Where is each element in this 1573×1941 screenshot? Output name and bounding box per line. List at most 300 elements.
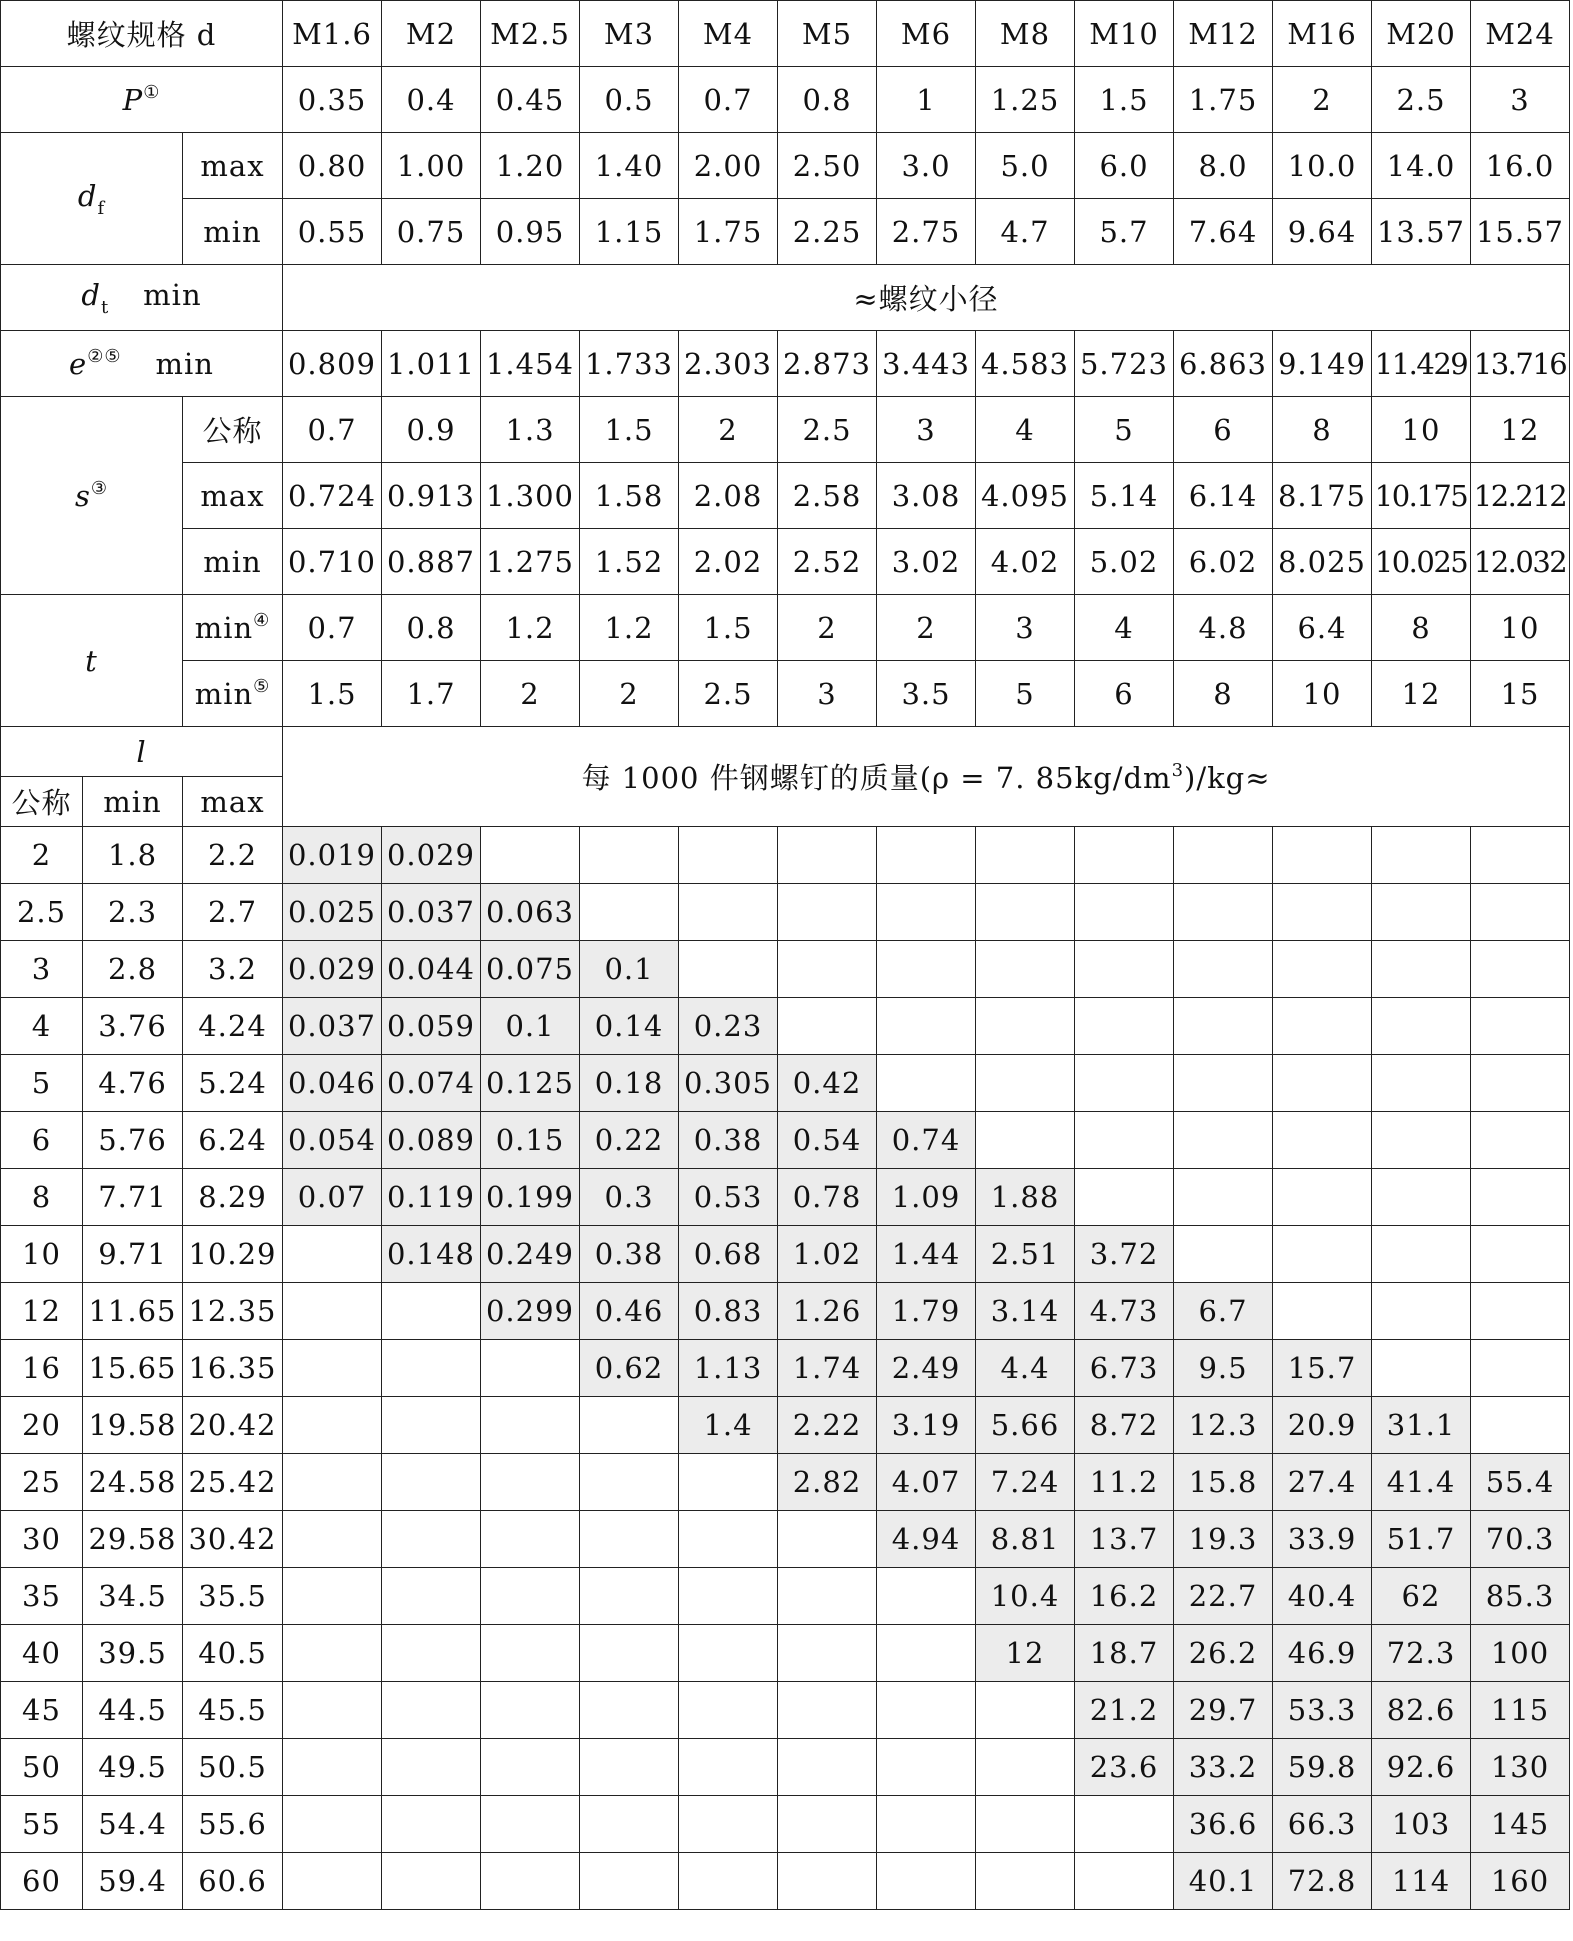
mass-empty-cell — [1273, 1112, 1372, 1169]
l-min-value: 54.4 — [83, 1796, 183, 1853]
s-nominal-row — [1, 397, 1570, 463]
size-header: M10 — [1075, 1, 1174, 67]
s-min-value: 10.025 — [1372, 529, 1471, 595]
t-min-a-value: 3 — [976, 595, 1075, 661]
l-max-value: 16.35 — [183, 1340, 283, 1397]
s-min-value: 3.02 — [877, 529, 976, 595]
mass-value: 16.2 — [1075, 1568, 1174, 1625]
t-min-a-value: 6.4 — [1273, 595, 1372, 661]
mass-empty-cell — [382, 1397, 481, 1454]
s-max-value: 2.58 — [778, 463, 877, 529]
mass-value: 15.8 — [1174, 1454, 1273, 1511]
mass-row — [1, 1055, 1570, 1112]
size-header: M4 — [679, 1, 778, 67]
mass-value: 1.88 — [976, 1169, 1075, 1226]
t-min-b-value: 2.5 — [679, 661, 778, 727]
mass-row — [1, 1169, 1570, 1226]
l-nominal-value: 35 — [1, 1568, 83, 1625]
s-min-value: 4.02 — [976, 529, 1075, 595]
mass-empty-cell — [679, 884, 778, 941]
mass-value: 0.07 — [283, 1169, 382, 1226]
mass-value: 8.81 — [976, 1511, 1075, 1568]
mass-empty-cell — [283, 1796, 382, 1853]
df-min-value: 1.15 — [580, 199, 679, 265]
mass-value: 0.019 — [283, 827, 382, 884]
mass-empty-cell — [1075, 1055, 1174, 1112]
df-max-value: 8.0 — [1174, 133, 1273, 199]
mass-value: 26.2 — [1174, 1625, 1273, 1682]
df-max-label: max — [183, 133, 283, 199]
e-min-value: 6.863 — [1174, 331, 1273, 397]
mass-value: 59.8 — [1273, 1739, 1372, 1796]
l-min-value: 3.76 — [83, 998, 183, 1055]
mass-value: 1.4 — [679, 1397, 778, 1454]
mass-empty-cell — [1273, 1226, 1372, 1283]
mass-value: 62 — [1372, 1568, 1471, 1625]
l-max-value: 45.5 — [183, 1682, 283, 1739]
mass-row — [1, 1397, 1570, 1454]
l-nominal-value: 12 — [1, 1283, 83, 1340]
t-min-a-value: 1.2 — [580, 595, 679, 661]
mass-empty-cell — [976, 827, 1075, 884]
df-min-value: 0.75 — [382, 199, 481, 265]
mass-empty-cell — [877, 827, 976, 884]
mass-empty-cell — [283, 1283, 382, 1340]
mass-value: 0.305 — [679, 1055, 778, 1112]
mass-empty-cell — [1075, 827, 1174, 884]
e-min-value: 3.443 — [877, 331, 976, 397]
s-min-value: 2.52 — [778, 529, 877, 595]
l-max-value: 2.7 — [183, 884, 283, 941]
t-min-b-value: 3.5 — [877, 661, 976, 727]
t-min-a-value: 2 — [877, 595, 976, 661]
mass-empty-cell — [877, 1739, 976, 1796]
mass-row — [1, 1625, 1570, 1682]
mass-empty-cell — [679, 1739, 778, 1796]
s-min-value: 12.032 — [1471, 529, 1570, 595]
mass-value: 29.7 — [1174, 1682, 1273, 1739]
mass-value: 72.3 — [1372, 1625, 1471, 1682]
dt-label: $d_t$ min — [1, 265, 283, 331]
df-min-value: 1.75 — [679, 199, 778, 265]
l-max-value: 50.5 — [183, 1739, 283, 1796]
mass-value: 4.4 — [976, 1340, 1075, 1397]
mass-value: 0.38 — [679, 1112, 778, 1169]
mass-value: 0.249 — [481, 1226, 580, 1283]
mass-value: 1.13 — [679, 1340, 778, 1397]
t-min-b-value: 2 — [481, 661, 580, 727]
mass-value: 2.49 — [877, 1340, 976, 1397]
df-max-value: 1.40 — [580, 133, 679, 199]
mass-value: 1.44 — [877, 1226, 976, 1283]
l-header-row — [1, 727, 1570, 777]
mass-empty-cell — [1174, 1055, 1273, 1112]
e-min-value: 2.873 — [778, 331, 877, 397]
mass-empty-cell — [976, 1682, 1075, 1739]
mass-empty-cell — [283, 1511, 382, 1568]
mass-empty-cell — [877, 1682, 976, 1739]
df-max-value: 3.0 — [877, 133, 976, 199]
pitch-value: 3 — [1471, 67, 1570, 133]
mass-empty-cell — [778, 1682, 877, 1739]
df-min-value: 2.75 — [877, 199, 976, 265]
l-min-value: 15.65 — [83, 1340, 183, 1397]
t-min-b-value: 10 — [1273, 661, 1372, 727]
s-max-value: 6.14 — [1174, 463, 1273, 529]
mass-empty-cell — [1471, 827, 1570, 884]
mass-empty-cell — [1471, 1340, 1570, 1397]
t-min-a-value: 4 — [1075, 595, 1174, 661]
mass-value: 92.6 — [1372, 1739, 1471, 1796]
size-header: M2 — [382, 1, 481, 67]
mass-empty-cell — [778, 1853, 877, 1910]
mass-value: 8.72 — [1075, 1397, 1174, 1454]
l-nominal-value: 2.5 — [1, 884, 83, 941]
mass-empty-cell — [1372, 1055, 1471, 1112]
mass-value: 103 — [1372, 1796, 1471, 1853]
pitch-label: P① — [1, 67, 283, 133]
e-min-value: 11.429 — [1372, 331, 1471, 397]
mass-empty-cell — [877, 884, 976, 941]
mass-empty-cell — [283, 1739, 382, 1796]
mass-empty-cell — [679, 827, 778, 884]
mass-value: 0.075 — [481, 941, 580, 998]
s-min-value: 1.52 — [580, 529, 679, 595]
s-nominal-value: 8 — [1273, 397, 1372, 463]
mass-empty-cell — [1471, 884, 1570, 941]
mass-empty-cell — [679, 1511, 778, 1568]
mass-empty-cell — [382, 1340, 481, 1397]
mass-empty-cell — [283, 1853, 382, 1910]
l-min-value: 5.76 — [83, 1112, 183, 1169]
e-min-value: 2.303 — [679, 331, 778, 397]
s-nominal-value: 5 — [1075, 397, 1174, 463]
mass-value: 0.18 — [580, 1055, 679, 1112]
mass-empty-cell — [778, 1511, 877, 1568]
s-nominal-value: 10 — [1372, 397, 1471, 463]
mass-value: 0.54 — [778, 1112, 877, 1169]
mass-value: 0.029 — [382, 827, 481, 884]
mass-empty-cell — [877, 998, 976, 1055]
l-min-value: 9.71 — [83, 1226, 183, 1283]
mass-value: 100 — [1471, 1625, 1570, 1682]
l-min-value: 44.5 — [83, 1682, 183, 1739]
l-min-value: 7.71 — [83, 1169, 183, 1226]
mass-empty-cell — [1372, 998, 1471, 1055]
s-min-value: 8.025 — [1273, 529, 1372, 595]
mass-empty-cell — [679, 1625, 778, 1682]
mass-empty-cell — [1075, 1169, 1174, 1226]
mass-empty-cell — [580, 1568, 679, 1625]
df-max-value: 10.0 — [1273, 133, 1372, 199]
t-min-a-value: 1.2 — [481, 595, 580, 661]
mass-empty-cell — [976, 1112, 1075, 1169]
mass-empty-cell — [1174, 1169, 1273, 1226]
t-min-a-value: 1.5 — [679, 595, 778, 661]
mass-value: 20.9 — [1273, 1397, 1372, 1454]
mass-empty-cell — [1075, 1796, 1174, 1853]
s-min-value: 0.710 — [283, 529, 382, 595]
l-nominal-value: 10 — [1, 1226, 83, 1283]
mass-empty-cell — [1174, 941, 1273, 998]
l-nominal-value: 6 — [1, 1112, 83, 1169]
pitch-value: 0.35 — [283, 67, 382, 133]
mass-empty-cell — [778, 1796, 877, 1853]
df-min-value: 0.55 — [283, 199, 382, 265]
mass-empty-cell — [1273, 1169, 1372, 1226]
mass-empty-cell — [1471, 1397, 1570, 1454]
mass-empty-cell — [679, 941, 778, 998]
l-nominal-value: 50 — [1, 1739, 83, 1796]
s-max-value: 4.095 — [976, 463, 1075, 529]
l-nominal-value: 20 — [1, 1397, 83, 1454]
s-nominal-value: 12 — [1471, 397, 1570, 463]
mass-value: 0.46 — [580, 1283, 679, 1340]
l-min-value: 2.8 — [83, 941, 183, 998]
mass-value: 0.14 — [580, 998, 679, 1055]
s-max-value: 0.724 — [283, 463, 382, 529]
l-max-value: 4.24 — [183, 998, 283, 1055]
mass-value: 12.3 — [1174, 1397, 1273, 1454]
mass-value: 10.4 — [976, 1568, 1075, 1625]
mass-value: 18.7 — [1075, 1625, 1174, 1682]
mass-value: 0.23 — [679, 998, 778, 1055]
mass-value: 4.07 — [877, 1454, 976, 1511]
mass-empty-cell — [382, 1283, 481, 1340]
l-min-value: 39.5 — [83, 1625, 183, 1682]
mass-value: 21.2 — [1075, 1682, 1174, 1739]
mass-value: 1.79 — [877, 1283, 976, 1340]
l-max-value: 55.6 — [183, 1796, 283, 1853]
df-max-value: 14.0 — [1372, 133, 1471, 199]
mass-value: 130 — [1471, 1739, 1570, 1796]
mass-empty-cell — [1273, 1055, 1372, 1112]
l-max-value: 30.42 — [183, 1511, 283, 1568]
mass-value: 33.9 — [1273, 1511, 1372, 1568]
mass-row — [1, 884, 1570, 941]
mass-row — [1, 1226, 1570, 1283]
df-min-value: 13.57 — [1372, 199, 1471, 265]
l-label: l — [1, 727, 283, 777]
mass-value: 33.2 — [1174, 1739, 1273, 1796]
s-max-value: 10.175 — [1372, 463, 1471, 529]
df-min-value: 0.95 — [481, 199, 580, 265]
mass-empty-cell — [778, 884, 877, 941]
mass-empty-cell — [976, 1796, 1075, 1853]
mass-empty-cell — [679, 1682, 778, 1739]
mass-value: 6.73 — [1075, 1340, 1174, 1397]
mass-empty-cell — [481, 1454, 580, 1511]
mass-value: 0.074 — [382, 1055, 481, 1112]
mass-empty-cell — [1372, 827, 1471, 884]
e-label: e②⑤ min — [1, 331, 283, 397]
mass-value: 55.4 — [1471, 1454, 1570, 1511]
mass-value: 4.73 — [1075, 1283, 1174, 1340]
mass-empty-cell — [481, 1796, 580, 1853]
mass-empty-cell — [283, 1454, 382, 1511]
mass-empty-cell — [1372, 1283, 1471, 1340]
mass-empty-cell — [877, 1625, 976, 1682]
mass-empty-cell — [382, 1625, 481, 1682]
mass-empty-cell — [778, 1739, 877, 1796]
mass-value: 3.19 — [877, 1397, 976, 1454]
l-nominal-value: 5 — [1, 1055, 83, 1112]
l-nominal-value: 2 — [1, 827, 83, 884]
s-max-value: 8.175 — [1273, 463, 1372, 529]
mass-value: 72.8 — [1273, 1853, 1372, 1910]
size-header: M5 — [778, 1, 877, 67]
mass-value: 0.089 — [382, 1112, 481, 1169]
mass-empty-cell — [283, 1568, 382, 1625]
mass-value: 160 — [1471, 1853, 1570, 1910]
size-header: M20 — [1372, 1, 1471, 67]
pitch-value: 0.4 — [382, 67, 481, 133]
s-min-value: 0.887 — [382, 529, 481, 595]
mass-value: 82.6 — [1372, 1682, 1471, 1739]
s-nominal-value: 0.9 — [382, 397, 481, 463]
mass-empty-cell — [778, 941, 877, 998]
mass-empty-cell — [976, 1055, 1075, 1112]
pitch-value: 1 — [877, 67, 976, 133]
mass-value: 9.5 — [1174, 1340, 1273, 1397]
mass-value: 0.063 — [481, 884, 580, 941]
s-min-value: 5.02 — [1075, 529, 1174, 595]
l-nominal-value: 45 — [1, 1682, 83, 1739]
mass-value: 36.6 — [1174, 1796, 1273, 1853]
mass-value: 0.037 — [382, 884, 481, 941]
df-max-value: 2.50 — [778, 133, 877, 199]
t-min-b-value: 1.5 — [283, 661, 382, 727]
df-max-value: 1.00 — [382, 133, 481, 199]
mass-value: 46.9 — [1273, 1625, 1372, 1682]
mass-empty-cell — [1273, 1283, 1372, 1340]
mass-empty-cell — [382, 1853, 481, 1910]
l-min-value: 34.5 — [83, 1568, 183, 1625]
mass-empty-cell — [481, 1853, 580, 1910]
mass-empty-cell — [382, 1682, 481, 1739]
mass-value: 2.51 — [976, 1226, 1075, 1283]
mass-empty-cell — [1471, 941, 1570, 998]
mass-caption: 每 1000 件钢螺钉的质量(ρ = 7. $85kg/dm^3)/kg\approx$ — [283, 727, 1570, 827]
e-row — [1, 331, 1570, 397]
t-min-b-value: 2 — [580, 661, 679, 727]
mass-empty-cell — [1174, 827, 1273, 884]
mass-value: 0.1 — [580, 941, 679, 998]
df-max-value: 1.20 — [481, 133, 580, 199]
mass-empty-cell — [382, 1796, 481, 1853]
pitch-row — [1, 67, 1570, 133]
mass-empty-cell — [679, 1568, 778, 1625]
mass-value: 0.125 — [481, 1055, 580, 1112]
mass-empty-cell — [580, 1682, 679, 1739]
l-min-value: 29.58 — [83, 1511, 183, 1568]
l-min-value: 2.3 — [83, 884, 183, 941]
s-min-row — [1, 529, 1570, 595]
dt-row — [1, 265, 1570, 331]
l-min-value: 11.65 — [83, 1283, 183, 1340]
mass-value: 12 — [976, 1625, 1075, 1682]
s-max-row — [1, 463, 1570, 529]
l-max-value: 10.29 — [183, 1226, 283, 1283]
t-min-b-value: 15 — [1471, 661, 1570, 727]
mass-value: 1.26 — [778, 1283, 877, 1340]
spec-label-cell: 螺纹规格 d — [1, 1, 283, 67]
mass-empty-cell — [283, 1625, 382, 1682]
s-nominal-value: 1.3 — [481, 397, 580, 463]
s-min-label: min — [183, 529, 283, 595]
mass-value: 0.148 — [382, 1226, 481, 1283]
l-nominal-value: 30 — [1, 1511, 83, 1568]
mass-value: 4.94 — [877, 1511, 976, 1568]
mass-empty-cell — [1372, 1112, 1471, 1169]
s-max-value: 12.212 — [1471, 463, 1570, 529]
mass-empty-cell — [580, 884, 679, 941]
mass-value: 1.02 — [778, 1226, 877, 1283]
mass-empty-cell — [877, 1853, 976, 1910]
header-row — [1, 1, 1570, 67]
df-max-value: 5.0 — [976, 133, 1075, 199]
l-nominal-value: 16 — [1, 1340, 83, 1397]
mass-value: 51.7 — [1372, 1511, 1471, 1568]
l-max-value: 3.2 — [183, 941, 283, 998]
mass-empty-cell — [580, 1853, 679, 1910]
mass-empty-cell — [481, 1568, 580, 1625]
t-label: t — [1, 595, 183, 727]
s-nominal-value: 1.5 — [580, 397, 679, 463]
mass-value: 114 — [1372, 1853, 1471, 1910]
mass-empty-cell — [481, 1625, 580, 1682]
l-nominal-value: 8 — [1, 1169, 83, 1226]
t-min-b-value: 12 — [1372, 661, 1471, 727]
mass-row — [1, 1796, 1570, 1853]
mass-value: 53.3 — [1273, 1682, 1372, 1739]
df-label: $d_f$ — [1, 133, 183, 265]
mass-row — [1, 1739, 1570, 1796]
mass-value: 15.7 — [1273, 1340, 1372, 1397]
mass-empty-cell — [778, 1568, 877, 1625]
pitch-value: 1.25 — [976, 67, 1075, 133]
mass-empty-cell — [778, 827, 877, 884]
mass-row — [1, 1853, 1570, 1910]
mass-empty-cell — [481, 1739, 580, 1796]
mass-value: 27.4 — [1273, 1454, 1372, 1511]
pitch-value: 0.5 — [580, 67, 679, 133]
mass-empty-cell — [1471, 1112, 1570, 1169]
mass-empty-cell — [1174, 998, 1273, 1055]
mass-empty-cell — [679, 1796, 778, 1853]
mass-value: 19.3 — [1174, 1511, 1273, 1568]
mass-value: 0.059 — [382, 998, 481, 1055]
pitch-value: 0.45 — [481, 67, 580, 133]
l-max-value: 6.24 — [183, 1112, 283, 1169]
mass-empty-cell — [976, 1853, 1075, 1910]
size-header: M12 — [1174, 1, 1273, 67]
df-max-value: 6.0 — [1075, 133, 1174, 199]
size-header: M6 — [877, 1, 976, 67]
mass-row — [1, 1454, 1570, 1511]
mass-empty-cell — [877, 1055, 976, 1112]
t-min-a-value: 0.8 — [382, 595, 481, 661]
df-max-value: 0.80 — [283, 133, 382, 199]
size-header: M8 — [976, 1, 1075, 67]
s-max-value: 1.300 — [481, 463, 580, 529]
e-min-value: 1.733 — [580, 331, 679, 397]
df-max-value: 16.0 — [1471, 133, 1570, 199]
mass-empty-cell — [580, 1739, 679, 1796]
t-min-a-value: 4.8 — [1174, 595, 1273, 661]
l-max-value: 5.24 — [183, 1055, 283, 1112]
mass-value: 2.22 — [778, 1397, 877, 1454]
